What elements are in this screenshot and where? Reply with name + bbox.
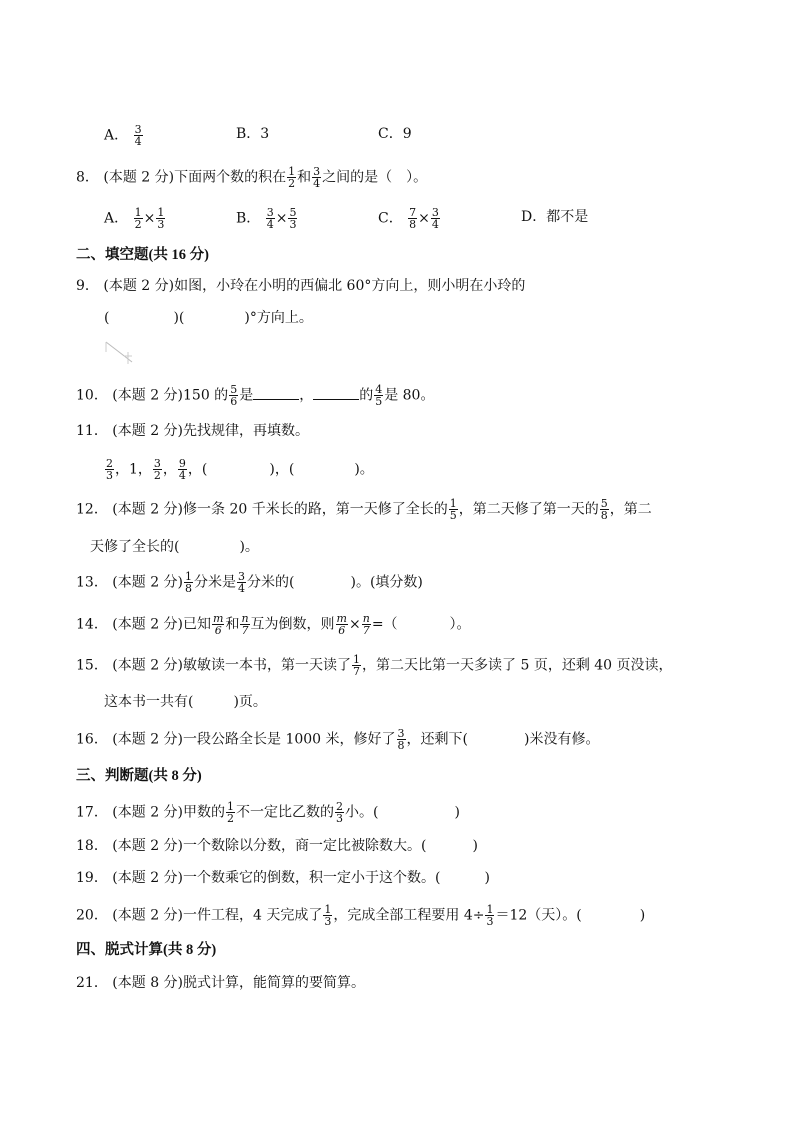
question-9-answer-line: ( )( )°方向上。 [104,310,313,326]
question-11: 11． (本题 2 分)先找规律，再填数。 [76,423,310,439]
q20-fraction-1: $\frac{1}{3}$ [324,903,332,928]
q11-term-3: $\frac{3}{2}$ [153,457,161,482]
q14-fraction-n7: $\frac{n}{7}$ [241,612,249,637]
q13-fraction-2: $\frac{3}{4}$ [238,570,246,595]
q9-direction-figure [102,338,136,368]
q15-fraction-1: $\frac{1}{7}$ [353,653,361,678]
q10-blank-1[interactable] [253,387,299,400]
q7-option-c: C．9 [378,126,412,142]
section-title-fill-in: 二、填空题(共 16 分) [76,247,209,263]
question-17: 17． (本题 2 分)甲数的 $\frac{1}{2}$ 不一定比乙数的 $\frac{2}{3}$ 小。( ) [76,800,460,825]
q8-option-c: C． $\frac{7}{8}$ × $\frac{3}{4}$ [378,206,439,231]
q13-fraction-1: $\frac{1}{8}$ [185,570,193,595]
q16-fraction-1: $\frac{3}{8}$ [397,727,405,752]
q17-fraction-1: $\frac{1}{2}$ [227,800,235,825]
q8-option-d: D．都不是 [521,209,589,225]
q20-fraction-2: $\frac{1}{3}$ [486,903,494,928]
q8-b-fraction-2: $\frac{5}{3}$ [289,206,297,231]
q8-b-fraction-1: $\frac{3}{4}$ [266,206,274,231]
question-18: 18． (本题 2 分)一个数除以分数，商一定比被除数大。( ) [76,838,478,854]
question-8: 8． (本题 2 分)下面两个数的积在 $\frac{1}{2}$ 和 $\frac{3}{4}$ 之间的是（ ）。 [76,165,428,190]
section-title-calculation: 四、脱式计算(共 8 分) [76,942,217,958]
question-9: 9． (本题 2 分)如图，小玲在小明的西偏北 60°方向上，则小明在小玲的 [76,278,526,294]
question-10: 10． (本题 2 分)150 的 $\frac{5}{6}$ 是 ， 的 $\frac{4}{5}$ 是 80。 [76,383,435,408]
q7-option-b: B．3 [236,126,270,142]
q8-option-a: A． $\frac{1}{2}$ × $\frac{1}{3}$ [104,206,165,231]
q14-fraction-m6-b: $\frac{m}{6}$ [336,612,347,637]
q10-blank-2[interactable] [313,387,359,400]
q17-fraction-2: $\frac{2}{3}$ [336,800,344,825]
q10-fraction-1: $\frac{5}{6}$ [230,383,238,408]
question-21: 21． (本题 8 分)脱式计算，能简算的要简算。 [76,975,366,991]
question-13: 13． (本题 2 分) $\frac{1}{8}$ 分米是 $\frac{3}{4}$ 分米的( )。(填分数) [76,570,423,595]
question-20: 20． (本题 2 分)一件工程，4 天完成了 $\frac{1}{3}$ ，完成全部工程要用 4÷ $\frac{1}{3}$ ＝12（天）。( ) [76,903,646,928]
q14-fraction-n7-b: $\frac{n}{7}$ [362,612,370,637]
q8-fraction-2: $\frac{3}{4}$ [313,165,321,190]
question-16: 16． (本题 2 分)一段公路全长是 1000 米，修好了 $\frac{3}{8}$ ，还剩下( )米没有修。 [76,727,600,752]
q11-term-4: $\frac{9}{4}$ [178,457,186,482]
q14-fraction-m6: $\frac{m}{6}$ [213,612,224,637]
question-12: 12． (本题 2 分)修一条 20 千米长的路，第一天修了全长的 $\frac{1}{5}$ ，第二天修了第一天的 $\frac{5}{8}$ ，第二 [76,497,652,522]
q12-fraction-1: $\frac{1}{5}$ [449,497,457,522]
question-14: 14． (本题 2 分)已知 $\frac{m}{6}$ 和 $\frac{n}{7}$ 互为倒数，则 $\frac{m}{6}$ × $\frac{n}{7}$ =（ ）。 [76,612,471,637]
q8-fraction-1: $\frac{1}{2}$ [288,165,296,190]
question-11-sequence: $\frac{2}{3}$ ，1， $\frac{3}{2}$ ， $\frac{9}{4}$ ，( )，( )。 [106,457,374,482]
q7-option-a: A． $\frac{3}{4}$ [104,123,142,148]
q8-option-b: B． $\frac{3}{4}$ × $\frac{5}{3}$ [236,206,297,231]
q8-a-fraction-2: $\frac{1}{3}$ [157,206,165,231]
q8-c-fraction-1: $\frac{7}{8}$ [409,206,417,231]
question-19: 19． (本题 2 分)一个数乘它的倒数，积一定小于这个数。( ) [76,870,490,886]
q12-fraction-2: $\frac{5}{8}$ [600,497,608,522]
question-12-line-2: 天修了全长的( )。 [90,539,259,555]
q8-c-fraction-2: $\frac{3}{4}$ [431,206,439,231]
question-15: 15． (本题 2 分)敏敏读一本书，第一天读了 $\frac{1}{7}$ ，第二天比第一天多读了 5 页，还剩 40 页没读， [76,653,673,678]
q8-a-fraction-1: $\frac{1}{2}$ [134,206,142,231]
q10-fraction-2: $\frac{4}{5}$ [375,383,383,408]
q11-term-1: $\frac{2}{3}$ [106,457,113,482]
question-15-line-2: 这本书一共有( )页。 [104,694,267,710]
section-title-true-false: 三、判断题(共 8 分) [76,768,202,784]
q7-option-a-fraction: $\frac{3}{4}$ [134,123,142,148]
